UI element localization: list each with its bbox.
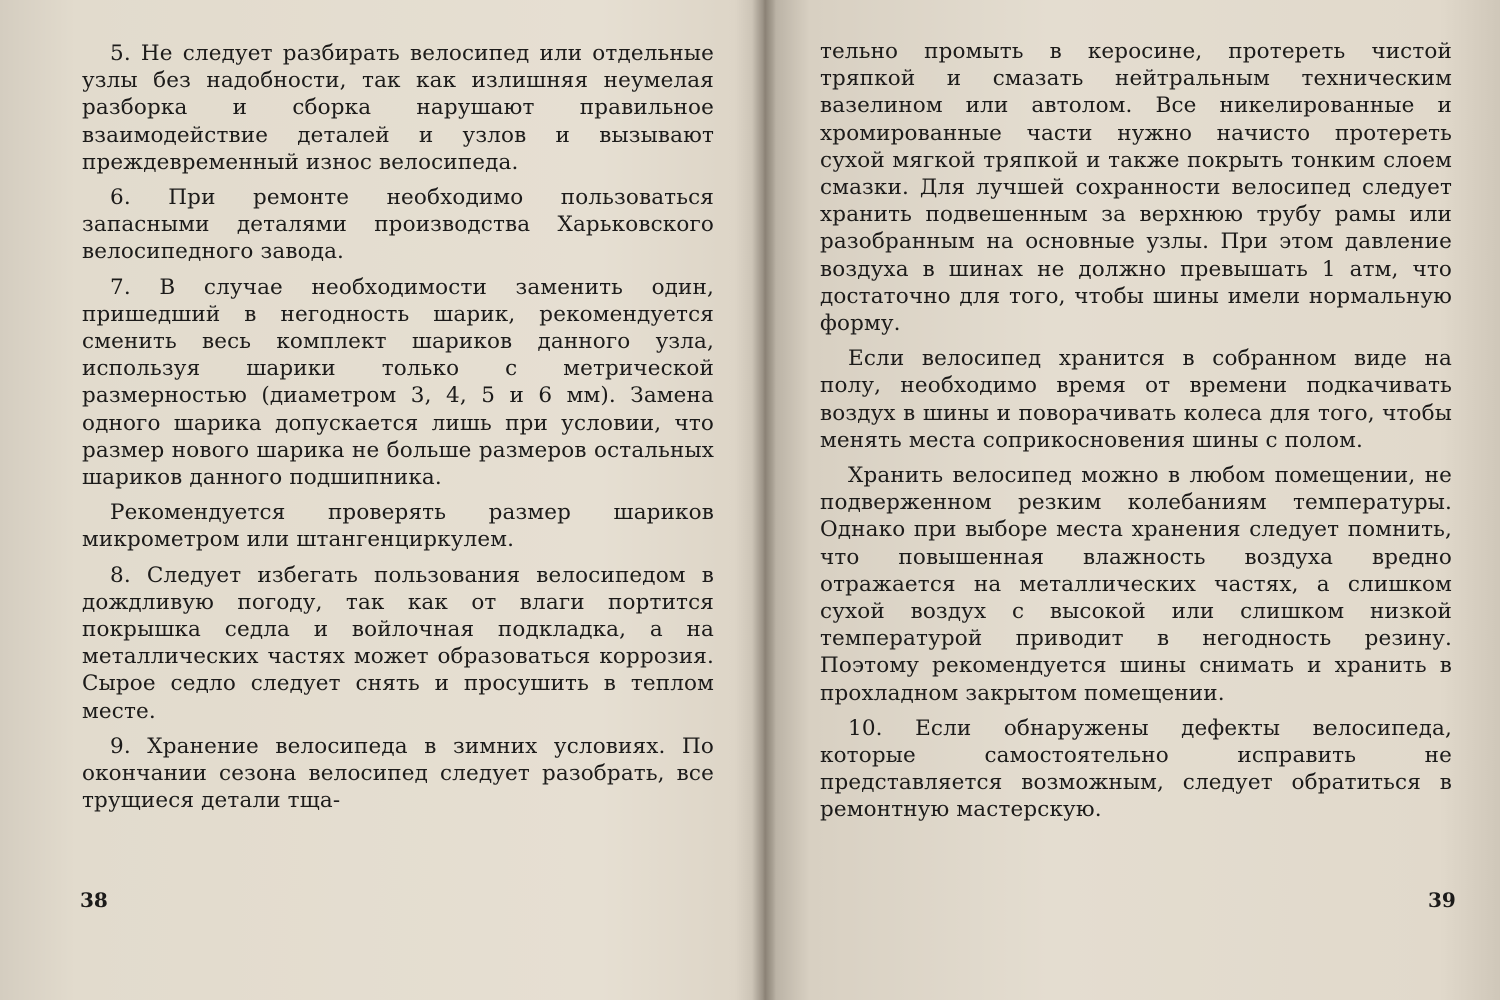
paragraph-item-9-continued: тельно промыть в керосине, протереть чистой тряпкой и смазать нейтральным техническим вазелином или автолом. Все никелированные и хромированные части нужно начисто протереть сухой мягкой тряпкой и также покрыть тонким слоем смазки. Для лучшей сохранности велосипед следует хранить подвешенным за верхнюю трубу рамы или разобранным на основные узлы. При этом давление воздуха в шинах не должно превышать 1 атм, что достаточно для того, чтобы шины имели нормальную форму. [820, 39, 1452, 337]
paragraph-storage-room: Хранить велосипед можно в любом помещении, не подверженном резким колебаниям температуры. Однако при выборе места хранения следует помнить, что повышенная влажность воздуха вредно отражается на металлических частях, а слишком сухой воздух с высокой или слишком низкой температурой приводит в негодность резину. Поэтому рекомендуется шины снимать и хранить в прохладном закрытом помещении. [820, 463, 1452, 706]
page-number-right: 39 [1428, 888, 1456, 912]
paragraph-assembled-storage: Если велосипед хранится в собранном виде на полу, необходимо время от времени подкачивать воздух в шины и поворачивать колеса для того, чтобы менять места соприкосновения шины с полом. [820, 346, 1452, 453]
paragraph-item-9: 9. Хранение велосипеда в зимних условиях. По окончании сезона велосипед следует разобрать, все трущиеся детали тща- [82, 733, 714, 814]
right-page [770, 0, 1500, 1000]
left-page-text [82, 40, 714, 822]
paragraph-recommendation: Рекомендуется проверять размер шариков микрометром или штангенциркулем. [82, 500, 714, 553]
right-page-text [820, 38, 1452, 832]
paragraph-item-7: 7. В случае необходимости заменить один, пришедший в негодность шарик, рекомендуется сменить весь комплект шариков данного узла, используя шарики только с метрической размерностью (диаметром 3, 4, 5 и 6 мм). Замена одного шарика допускается лишь при условии, что размер нового шарика не больше размеров остальных шариков данного подшипника. [82, 274, 714, 491]
page-number-left: 38 [80, 888, 108, 912]
paragraph-item-6: 6. При ремонте необходимо пользоваться запасными деталями производства Харьковского велосипедного завода. [82, 185, 714, 265]
paragraph-item-10: 10. Если обнаружены дефекты велосипеда, которые самостоятельно исправить не представляется возможным, следует обратиться в ремонтную мастерскую. [820, 715, 1452, 823]
paragraph-item-5: 5. Не следует разбирать велосипед или отдельные узлы без надобности, так как излишняя неумелая разборка и сборка нарушают правильное взаимодействие деталей и узлов и вызывают преждевременный износ велосипеда. [82, 41, 714, 175]
paragraph-item-8: 8. Следует избегать пользования велосипедом в дождливую погоду, так как от влаги портится покрышка седла и войлочная подкладка, а на металлических частях может образоваться коррозия. Сырое седло следует снять и просушить в теплом месте. [82, 562, 714, 724]
